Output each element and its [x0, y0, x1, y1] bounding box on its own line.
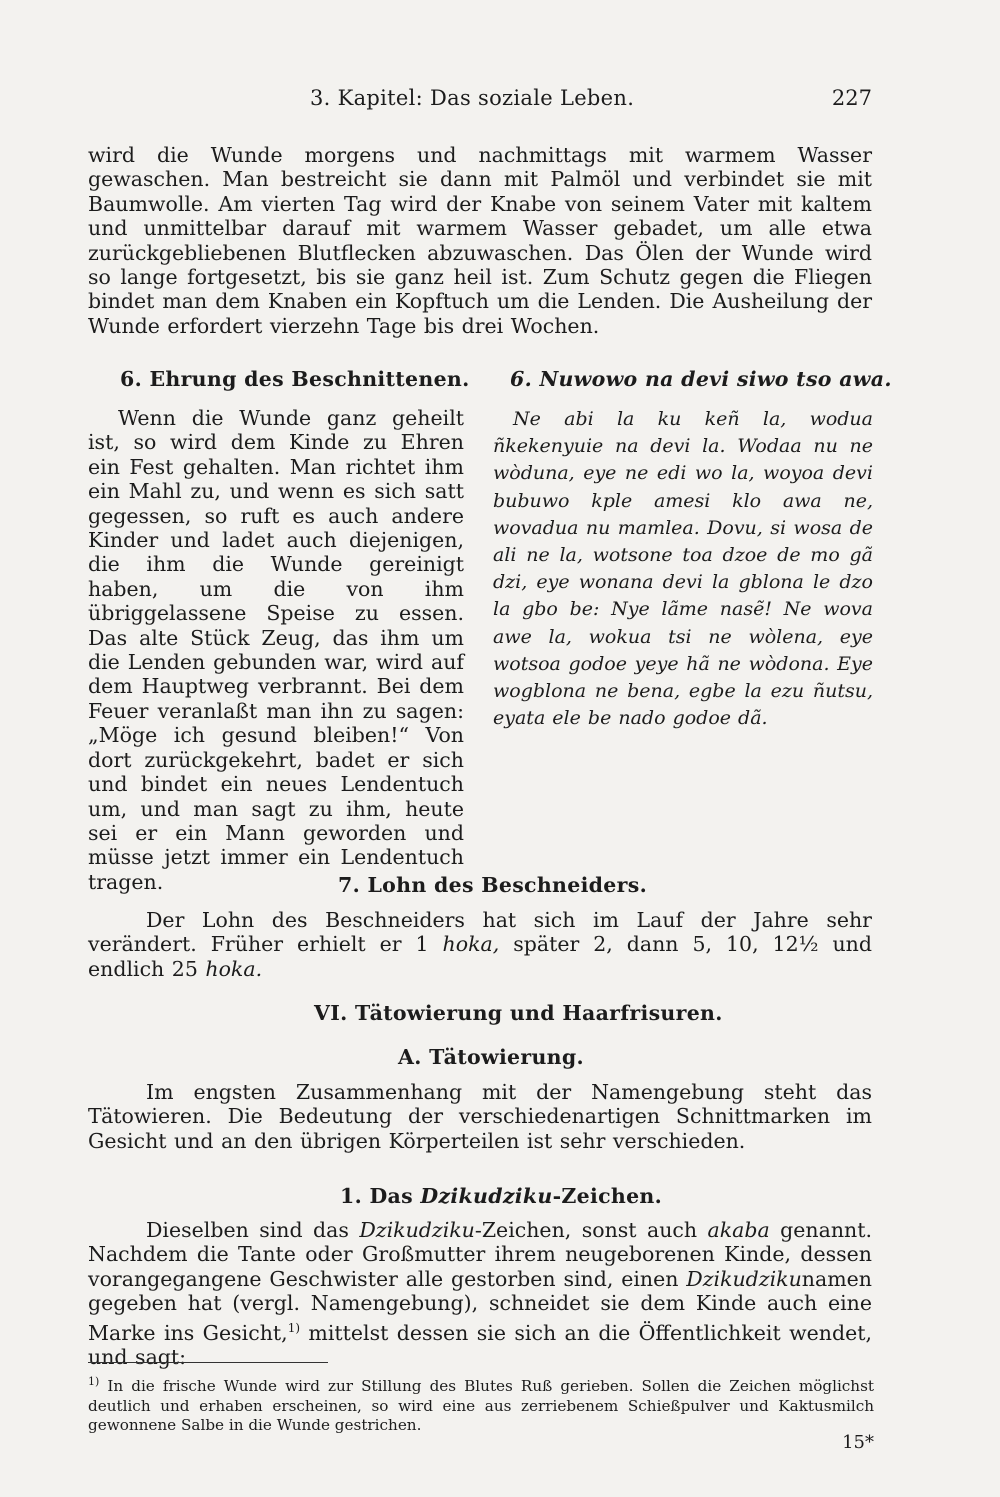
footnote: $^{1)}$ In die frische Wunde wird zur Stillung des Blutes Ruß gerieben. Sollen die Zeichen möglichst deutlich und erhaben erscheinen, so wird eine aus zerriebenem Schießpulver und Kaktusmilch gewonnene Salbe in die Wunde gestrichen.	[88, 1375, 874, 1435]
chapter-title: 3. Kapitel: Das soziale Leben.	[310, 86, 635, 110]
intro-paragraph: wird die Wunde morgens und nachmittags mit warmem Wasser gewaschen. Man bestreicht sie dann mit Palmöl und verbindet sie mit Baumwolle. Am vierten Tag wird der Knabe von seinem Vater mit kaltem und unmittelbar darauf mit warmem Wasser gebadet, um alle etwa zurückgebliebenen Blutflecken abzuwaschen. Das Ölen der Wunde wird so lange fortgesetzt, bis sie ganz heil ist. Zum Schutz gegen die Fliegen bindet man dem Knaben ein Kopftuch um die Lenden. Die Ausheilung der Wunde erfordert vierzehn Tage bis drei Wochen.	[88, 143, 872, 338]
tattoo-intro-paragraph: Im engsten Zusammenhang mit der Namengebung steht das Tätowieren. Die Bedeutung der verschiedenartigen Schnittmarken im Gesicht und an den übrigen Körperteilen ist sehr verschieden.	[88, 1080, 872, 1153]
footnote-rule	[88, 1362, 328, 1363]
section-1-heading: 1. Das Dzikudziku-Zeichen.	[340, 1184, 663, 1208]
section-6-heading-german: 6. Ehrung des Beschnittenen.	[120, 367, 470, 391]
signature-mark: 15*	[842, 1432, 874, 1453]
footnote-marker: 1)	[88, 1375, 100, 1388]
section-6-text-ewe: Ne abi la ku keñ la, wodua ñkekenyuie na devi la. Wodaa nu ne wòduna, eye ne edi wo la, woyoa devi bubuwo kple amesi klo awa ne, wovadua nu mamlea. Dovu, si wosa de ali ne la, wotsone toa dzoe de mo gã dzi, eye wonana devi la gblona le dzo la gbo be: Nye lãme nasẽ! Ne wova awe la, wokua tsi ne wòlena, eye wotsoa godoe yeye hã ne wòdona. Eye wogblona ne bena, egbe la ezu ñutsu, eyata ele be nado godoe dã.	[493, 408, 873, 730]
section-6-heading-ewe: 6. Nuwowo na devi siwo tso awa.	[510, 367, 892, 391]
section-7-text: Der Lohn des Beschneiders hat sich im Lauf der Jahre sehr verändert. Früher erhielt er 1 hoka, später 2, dann 5, 10, 12½ und endlich 25 hoka.	[88, 908, 872, 981]
section-7-heading: 7. Lohn des Beschneiders.	[338, 873, 648, 897]
footnote-reference: 1)	[287, 1320, 301, 1335]
chapter-vi-heading: VI. Tätowierung und Haarfrisuren.	[314, 1001, 723, 1025]
page-number: 227	[831, 86, 872, 110]
section-1-text: Dieselben sind das Dzikudziku-Zeichen, sonst auch akaba genannt. Nachdem die Tante oder Großmutter ihrem neugeborenen Kinde, dessen vorangegangene Geschwister alle gestorben sind, einen Dzikudzikunamen gegeben hat (vergl. Namengebung), schneidet sie dem Kinde auch eine Marke ins Gesicht,$^{1)}$ mittelst dessen sie sich an die Öffentlichkeit wendet, und sagt:	[88, 1218, 873, 1369]
subsection-a-heading: A. Tätowierung.	[398, 1045, 584, 1069]
section-6-text-german: Wenn die Wunde ganz geheilt ist, so wird dem Kinde zu Ehren ein Fest gehalten. Man richtet ihm ein Mahl zu, und wenn es sich satt gegessen, so ruft es auch andere Kinder und ladet auch diejenigen, die ihm die Wunde gereinigt haben, um die von ihm übriggelassene Speise zu essen. Das alte Stück Zeug, das ihm um die Lenden gebunden war, wird auf dem Hauptweg verbrannt. Bei dem Feuer veranlaßt man ihn zu sagen: „Möge ich gesund bleiben!“ Von dort zurückgekehrt, badet er sich und bindet ein neues Lendentuch um, und man sagt zu ihm, heute sei er ein Mann geworden und müsse jetzt immer ein Lendentuch tragen.	[88, 406, 464, 894]
running-header	[88, 86, 872, 112]
